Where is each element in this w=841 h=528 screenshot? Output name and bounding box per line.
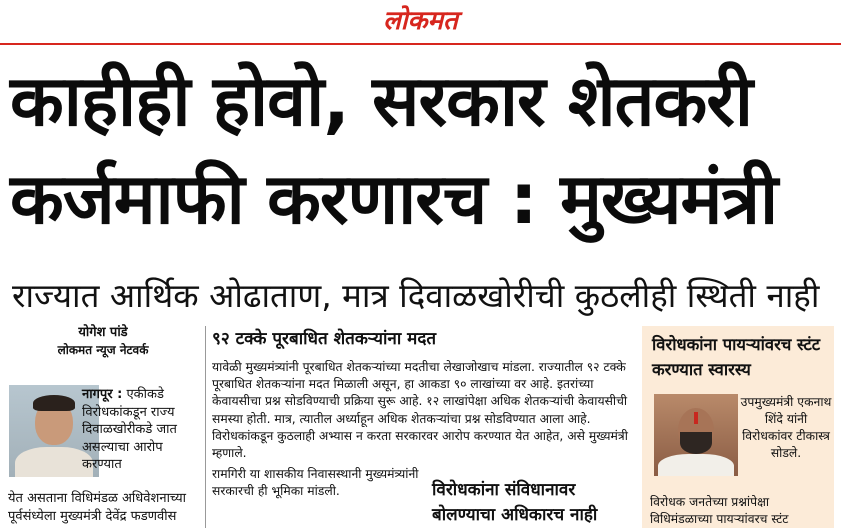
sidebar-box: [642, 326, 834, 528]
masthead: [0, 0, 841, 44]
author-name: योगेश पांडे: [78, 325, 128, 340]
news-agency: लोकमत न्यूज नेटवर्क: [57, 343, 149, 357]
photo-caption: उपमुख्यमंत्री एकनाथ शिंदे यांनी विरोधकांवर टीकास्त्र सोडले.: [740, 395, 832, 460]
section-body-ramgiri: रामगिरी या शासकीय निवासस्थानी मुख्यमंत्र्यांनी सरकारची ही भूमिका मांडली.: [212, 467, 419, 499]
section-heading-flood-aid: ९२ टक्के पूरबाधित शेतकऱ्यांना मदत: [212, 329, 437, 349]
headline-line-2: कर्जमाफी करणारच : मुख्यमंत्री: [10, 158, 778, 240]
lead-paragraph-start: [82, 386, 200, 474]
byline: [8, 324, 198, 359]
deputy-cm-photo: [654, 394, 738, 476]
masthead-divider: [0, 43, 841, 45]
headline-line-1: काहीही होवो, सरकार शेतकरी: [10, 60, 753, 142]
lead-paragraph-continued: येत असताना विधिमंडळ अधिवेशनाच्या पूर्वसंध्येला मुख्यमंत्री देवेंद्र फडणवीस: [8, 491, 186, 524]
sub-headline: राज्यात आर्थिक ओढाताण, मात्र दिवाळखोरीची कुठलीही स्थिती नाही: [12, 276, 820, 315]
section-body-flood-aid: यावेळी मुख्यमंत्र्यांनी पूरबाधित शेतकऱ्यांच्या मदतीचा लेखाजोखाच मांडला. राज्यातील ९२ टक्के पूरबाधित शेतकऱ्यांना मदत मिळाली असून, हा आकडा ९० लाखांच्या वर आहे. इतरांच्या केवायसीचा प्रश्न सोडविण्याची प्रक्रिया सुरू आहे. १२ लाखांपेक्षा अधिक शेतकऱ्यांची केवायसीची समस्या होती. मात्र, त्यातील अर्ध्याहून अधिक शेतकऱ्यांचा प्रश्न सोडविण्यात आला आहे. विरोधकांकडून कुठलाही अभ्यास न करता सरकारवर आरोप करण्यात येत आहेत, असे मुख्यमंत्री म्हणाले.: [212, 360, 628, 461]
sidebar-body: विरोधक जनतेच्या प्रश्नांपेक्षा विधिमंडळाच्या पायऱ्यांवरच स्टंट: [650, 495, 789, 526]
lead-text-right: एकीकडे विरोधकांकडून राज्य दिवाळखोरीकडे जात असल्याचा आरोप करण्यात: [82, 387, 177, 472]
main-headline: [10, 52, 840, 248]
sidebar-title: विरोधकांना पायऱ्यांवरच स्टंट करण्यात स्वारस्य: [652, 335, 821, 379]
dateline: नागपूर :: [82, 387, 123, 402]
lokmat-logo[interactable]: लोकमत: [383, 6, 458, 36]
section-heading-constitution: विरोधकांना संविधानावर बोलण्याचा अधिकारच नाही: [432, 480, 598, 525]
column-divider: [205, 326, 206, 528]
